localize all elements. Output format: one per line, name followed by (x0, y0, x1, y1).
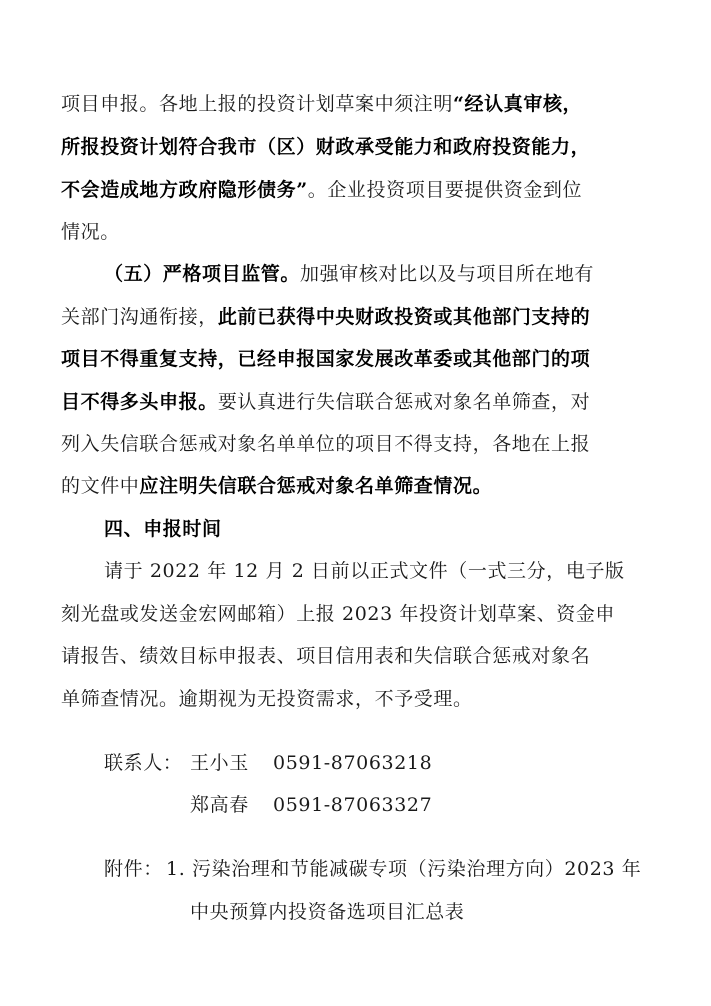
attachment-item-1-line-2: 中央预算内投资备选项目汇总表 (190, 901, 465, 923)
bold-text-run: 此前已获得中央财政投资或其他部门支持的 (217, 306, 591, 328)
paragraph-1-line-2: 所报投资计划符合我市（区）财政承受能力和政府投资能力， (61, 136, 591, 158)
paragraph-3-line-1: 请于 2022 年 12 月 2 日前以正式文件（一式三分，电子版 (104, 560, 625, 582)
bold-text-run: 目不得多头申报。 (61, 391, 218, 413)
bold-text-run: “经认真审核， (453, 93, 583, 115)
text-run: 加强审核对比以及与项目所在地有 (300, 263, 595, 285)
paragraph-1-line-3 (61, 178, 582, 202)
paragraph-2-line-2 (61, 305, 590, 329)
paragraph-1-line-4: 情况。 (61, 221, 120, 243)
text-run: 的文件中 (61, 475, 140, 497)
contact-person-2-phone: 0591-87063327 (273, 794, 433, 816)
paragraph-1-line-1 (61, 92, 582, 116)
contact-label: 联系人： (104, 752, 183, 774)
contact-person-1-phone: 0591-87063218 (273, 752, 433, 774)
text-run: 关部门沟通衔接， (61, 306, 218, 328)
text-run: 项目申报。各地上报的投资计划草案中须注明 (61, 93, 454, 115)
paragraph-3-line-2: 刻光盘或发送金宏网邮箱）上报 2023 年投资计划草案、资金申 (61, 603, 616, 625)
paragraph-2-line-5: 列入失信联合惩戒对象名单单位的项目不得支持，各地在上报 (61, 433, 591, 455)
paragraph-2-line-3: 项目不得重复支持，已经申报国家发展改革委或其他部门的项 (61, 348, 591, 370)
paragraph-2-line-4 (61, 390, 590, 414)
section-heading: 四、申报时间 (104, 518, 222, 540)
paragraph-2-line-1 (104, 262, 594, 286)
bold-text-run: 不会造成地方政府隐形债务” (61, 179, 308, 201)
contact-person-1-name: 王小玉 (190, 752, 249, 774)
paragraph-3-line-3: 请报告、绩效目标申报表、项目信用表和失信联合惩戒对象名 (61, 645, 591, 667)
text-run: 。企业投资项目要提供资金到位 (307, 179, 583, 201)
attachment-item-1-line-1: 1. 污染治理和节能减碳专项（污染治理方向）2023 年 (166, 858, 642, 880)
attachment-label: 附件： (104, 858, 163, 880)
bold-text-run: 应注明失信联合惩戒对象名单筛查情况。 (139, 475, 493, 497)
contact-person-2-name: 郑高春 (190, 794, 249, 816)
subsection-heading: （五）严格项目监管。 (104, 263, 301, 285)
paragraph-3-line-4: 单筛查情况。逾期视为无投资需求，不予受理。 (61, 688, 473, 710)
text-run: 要认真进行失信联合惩戒对象名单筛查，对 (217, 391, 591, 413)
paragraph-2-line-6 (61, 474, 492, 498)
